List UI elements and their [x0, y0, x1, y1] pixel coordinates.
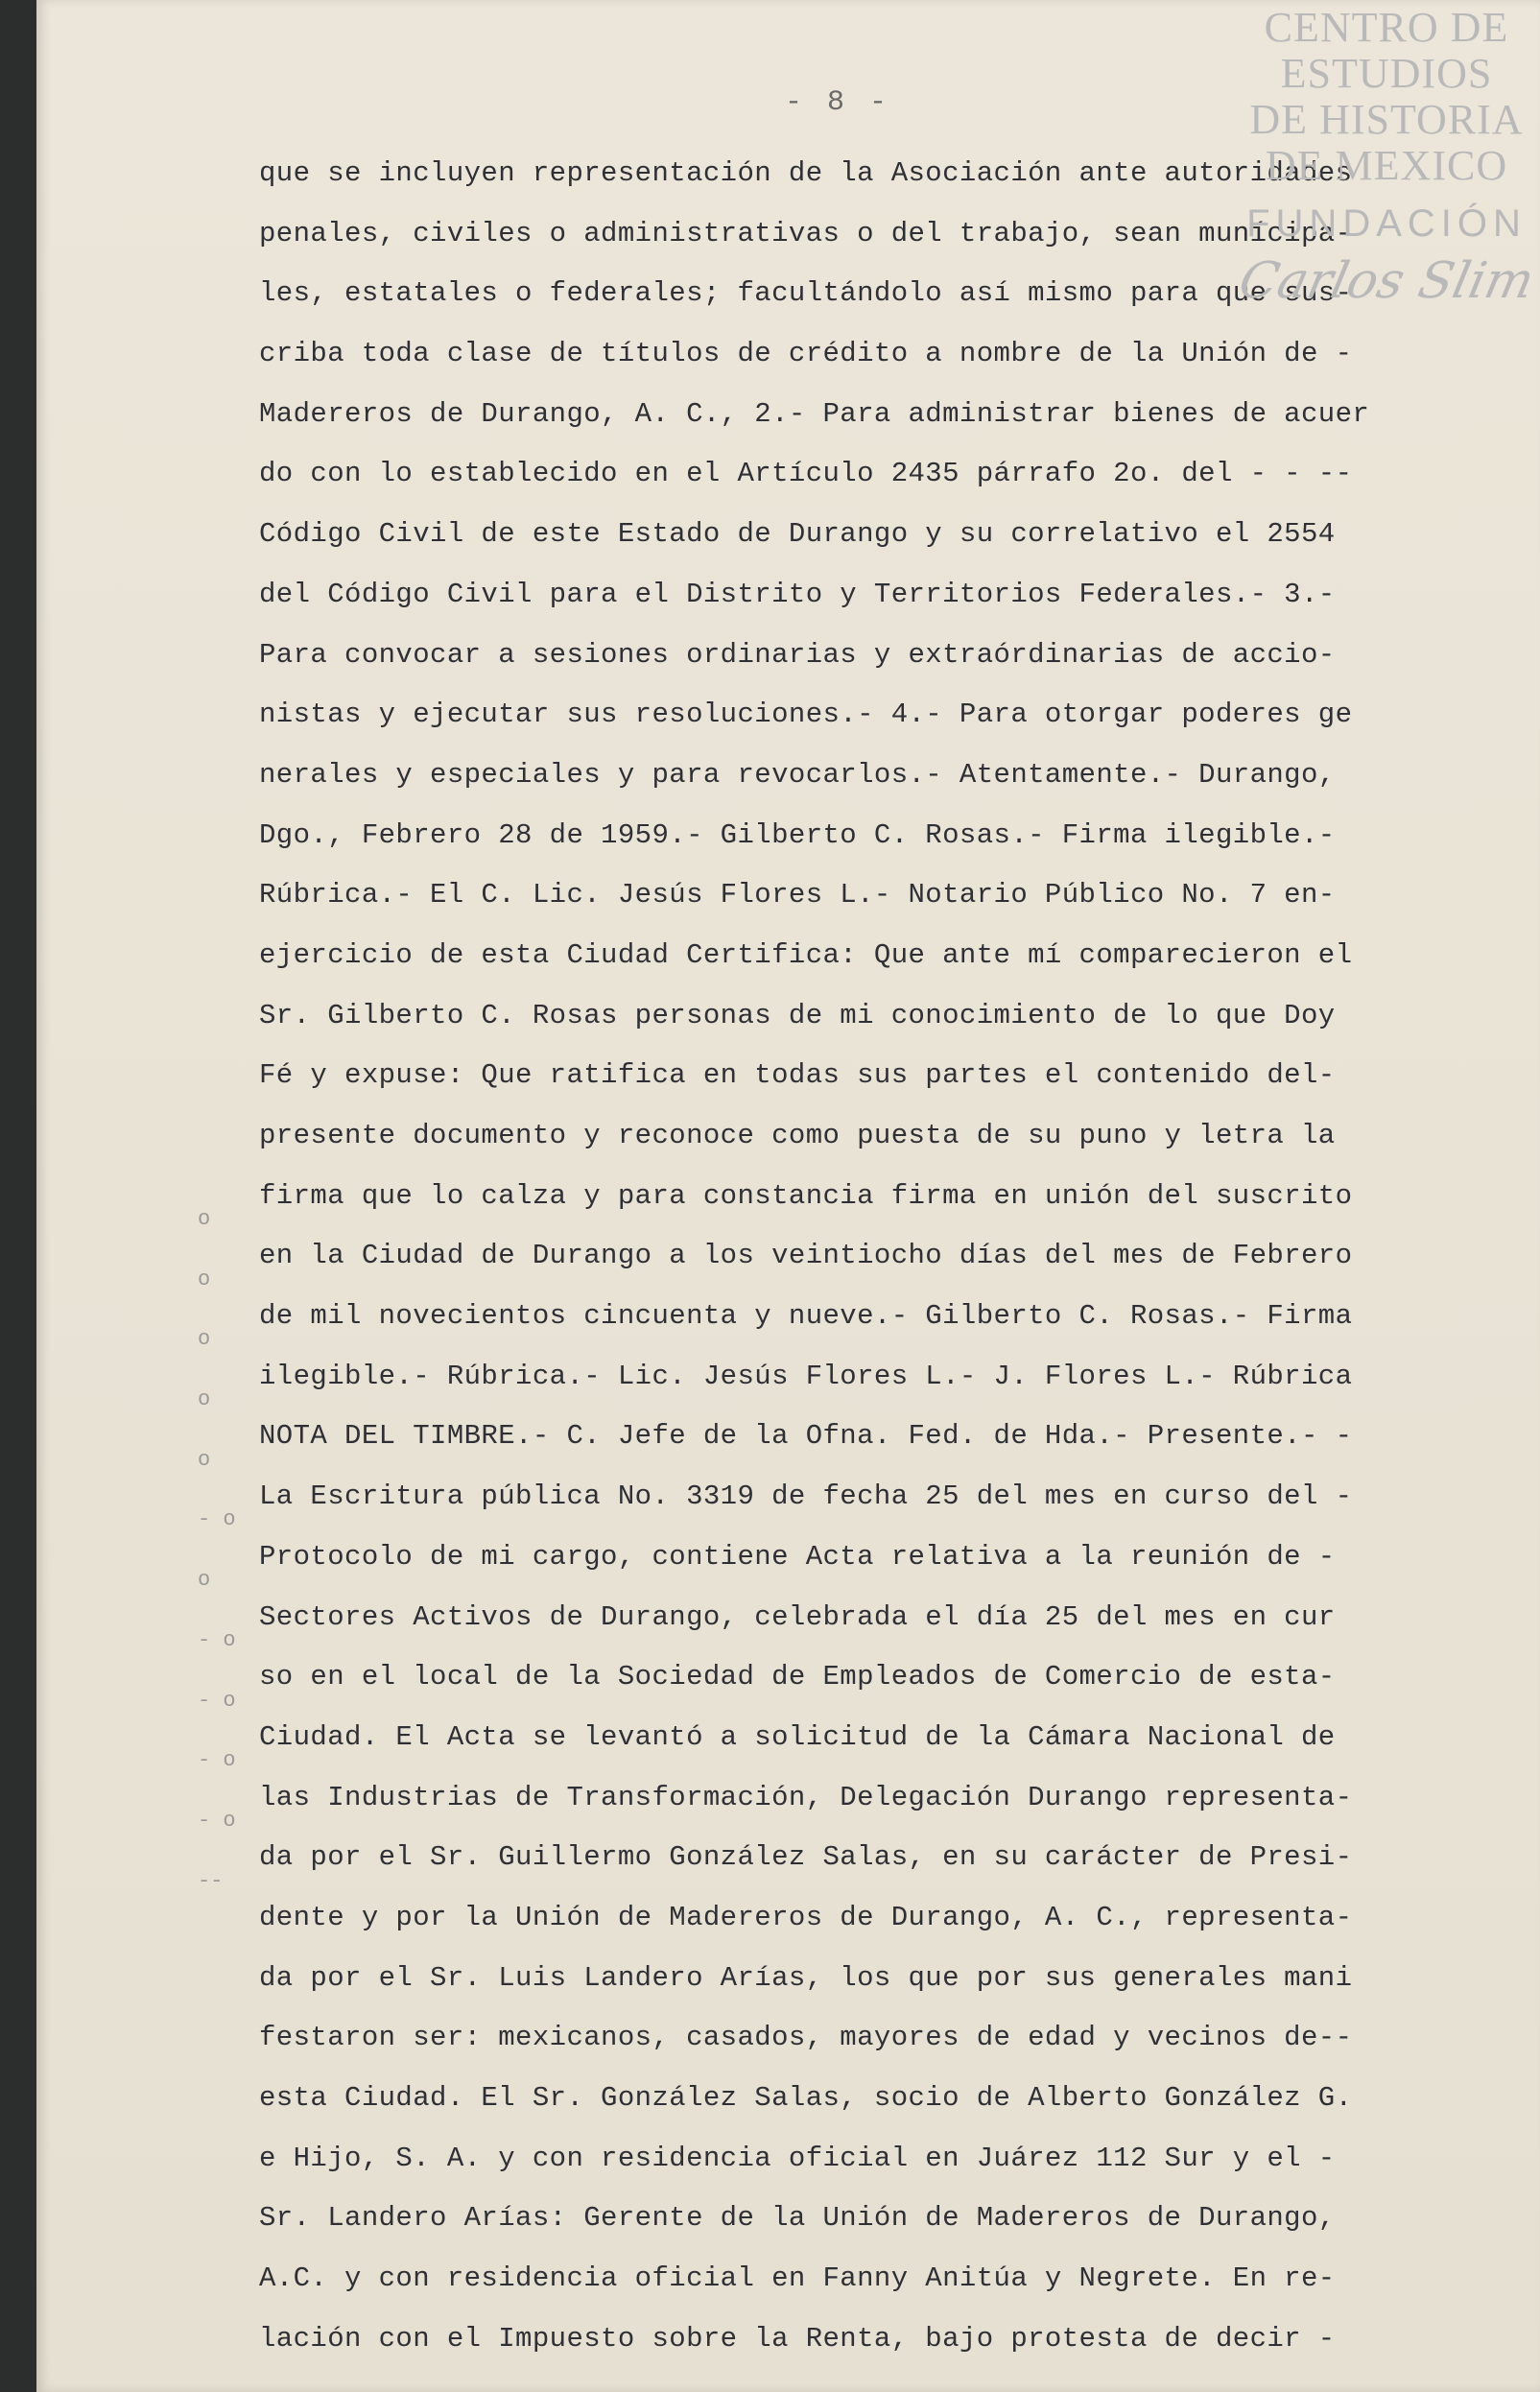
text-line: so en el local de la Sociedad de Empleados de Comercio de esta-: [259, 1661, 1336, 1693]
margin-mark: o: [198, 1447, 211, 1472]
text-line: las Industrias de Transformación, Delegación Durango representa-: [259, 1781, 1353, 1813]
margin-mark: - o: [198, 1627, 236, 1652]
text-line: festaron ser: mexicanos, casados, mayores de edad y vecinos de--: [259, 2022, 1353, 2054]
text-line: del Código Civil para el Distrito y Territorios Federales.- 3.-: [259, 578, 1336, 610]
text-line: en la Ciudad de Durango a los veintiocho días del mes de Febrero: [259, 1240, 1353, 1272]
watermark-line: DE MEXICO: [1265, 142, 1508, 189]
text-line: Madereros de Durango, A. C., 2.- Para administrar bienes de acuer: [259, 397, 1370, 430]
text-line: La Escritura pública No. 3319 de fecha 25 del mes en curso del -: [259, 1480, 1353, 1513]
typewritten-text: [259, 144, 1449, 2369]
text-line: Sr. Landero Arías: Gerente de la Unión de Madereros de Durango,: [259, 2202, 1336, 2235]
text-line: les, estatales o federales; facultándolo así mismo para que sus-: [259, 277, 1353, 310]
text-line: A.C. y con residencia oficial en Fanny Anitúa y Negrete. En re-: [259, 2262, 1336, 2295]
text-line: Fé y expuse: Que ratifica en todas sus partes el contenido del-: [259, 1059, 1336, 1092]
text-line: nerales y especiales y para revocarlos.- Atentamente.- Durango,: [259, 758, 1336, 791]
text-line: Ciudad. El Acta se levantó a solicitud de la Cámara Nacional de: [259, 1720, 1336, 1753]
margin-mark: o: [198, 1387, 211, 1412]
watermark-signature: Carlos Slim: [1234, 252, 1539, 310]
margin-mark: o: [198, 1568, 211, 1593]
margin-mark: --: [198, 1868, 224, 1893]
text-line: Sectores Activos de Durango, celebrada el día 25 del mes en cur: [259, 1600, 1336, 1633]
margin-mark: - o: [198, 1748, 236, 1773]
margin-bleed-marks: [198, 1190, 255, 1911]
text-line: lación con el Impuesto sobre la Renta, bajo protesta de decir -: [259, 2322, 1336, 2355]
watermark-fundacion: FUNDACIÓN: [1246, 202, 1527, 245]
text-line: Rúbrica.- El C. Lic. Jesús Flores L.- Notario Público No. 7 en-: [259, 879, 1336, 912]
margin-mark: o: [198, 1267, 211, 1291]
margin-mark: - o: [198, 1808, 236, 1833]
margin-mark: o: [198, 1207, 211, 1231]
text-line: da por el Sr. Luis Landero Arías, los que por sus generales mani: [259, 1961, 1353, 1994]
text-line: do con lo establecido en el Artículo 2435 párrafo 2o. del - - --: [259, 458, 1353, 490]
text-line: esta Ciudad. El Sr. González Salas, socio de Alberto González G.: [259, 2082, 1353, 2114]
text-line: ilegible.- Rúbrica.- Lic. Jesús Flores L.- J. Flores L.- Rúbrica: [259, 1360, 1353, 1392]
archive-watermark: [1233, 5, 1540, 310]
text-line: Protocolo de mi cargo, contiene Acta relativa a la reunión de -: [259, 1540, 1336, 1573]
document-page: [36, 0, 1540, 2392]
text-line: que se incluyen representación de la Asociación ante autoridades: [259, 157, 1353, 189]
watermark-line: DE HISTORIA: [1249, 96, 1524, 143]
margin-mark: - o: [198, 1507, 236, 1532]
watermark-line: CENTRO DE: [1264, 4, 1509, 51]
text-line: e Hijo, S. A. y con residencia oficial en Juárez 112 Sur y el -: [259, 2142, 1336, 2174]
margin-mark: - o: [198, 1688, 236, 1713]
text-line: dente y por la Unión de Madereros de Durango, A. C., representa-: [259, 1901, 1353, 1933]
text-line: da por el Sr. Guillermo González Salas, en su carácter de Presi-: [259, 1841, 1353, 1874]
text-line: criba toda clase de títulos de crédito a nombre de la Unión de -: [259, 338, 1353, 370]
text-line: Dgo., Febrero 28 de 1959.- Gilberto C. Rosas.- Firma ilegible.-: [259, 818, 1336, 851]
text-line: Código Civil de este Estado de Durango y su correlativo el 2554: [259, 518, 1336, 551]
text-line: presente documento y reconoce como puesta de su puno y letra la: [259, 1120, 1336, 1151]
watermark-line: ESTUDIOS: [1280, 50, 1493, 97]
text-line: nistas y ejecutar sus resoluciones.- 4.- Para otorgar poderes ge: [259, 699, 1353, 731]
text-line: Sr. Gilberto C. Rosas personas de mi conocimiento de lo que Doy: [259, 999, 1336, 1031]
text-line: ejercicio de esta Ciudad Certifica: Que ante mí comparecieron el: [259, 938, 1353, 971]
margin-mark: o: [198, 1327, 211, 1352]
text-line: penales, civiles o administrativas o del trabajo, sean munícipa-: [259, 217, 1353, 249]
text-line: Para convocar a sesiones ordinarias y extraórdinarias de accio-: [259, 638, 1336, 671]
text-line: de mil novecientos cincuenta y nueve.- Gilberto C. Rosas.- Firma: [259, 1300, 1353, 1333]
text-line: NOTA DEL TIMBRE.- C. Jefe de la Ofna. Fed. de Hda.- Presente.- -: [259, 1420, 1353, 1453]
text-line: firma que lo calza y para constancia firma en unión del suscrito: [259, 1179, 1353, 1212]
page-number: - 8 -: [785, 86, 891, 119]
